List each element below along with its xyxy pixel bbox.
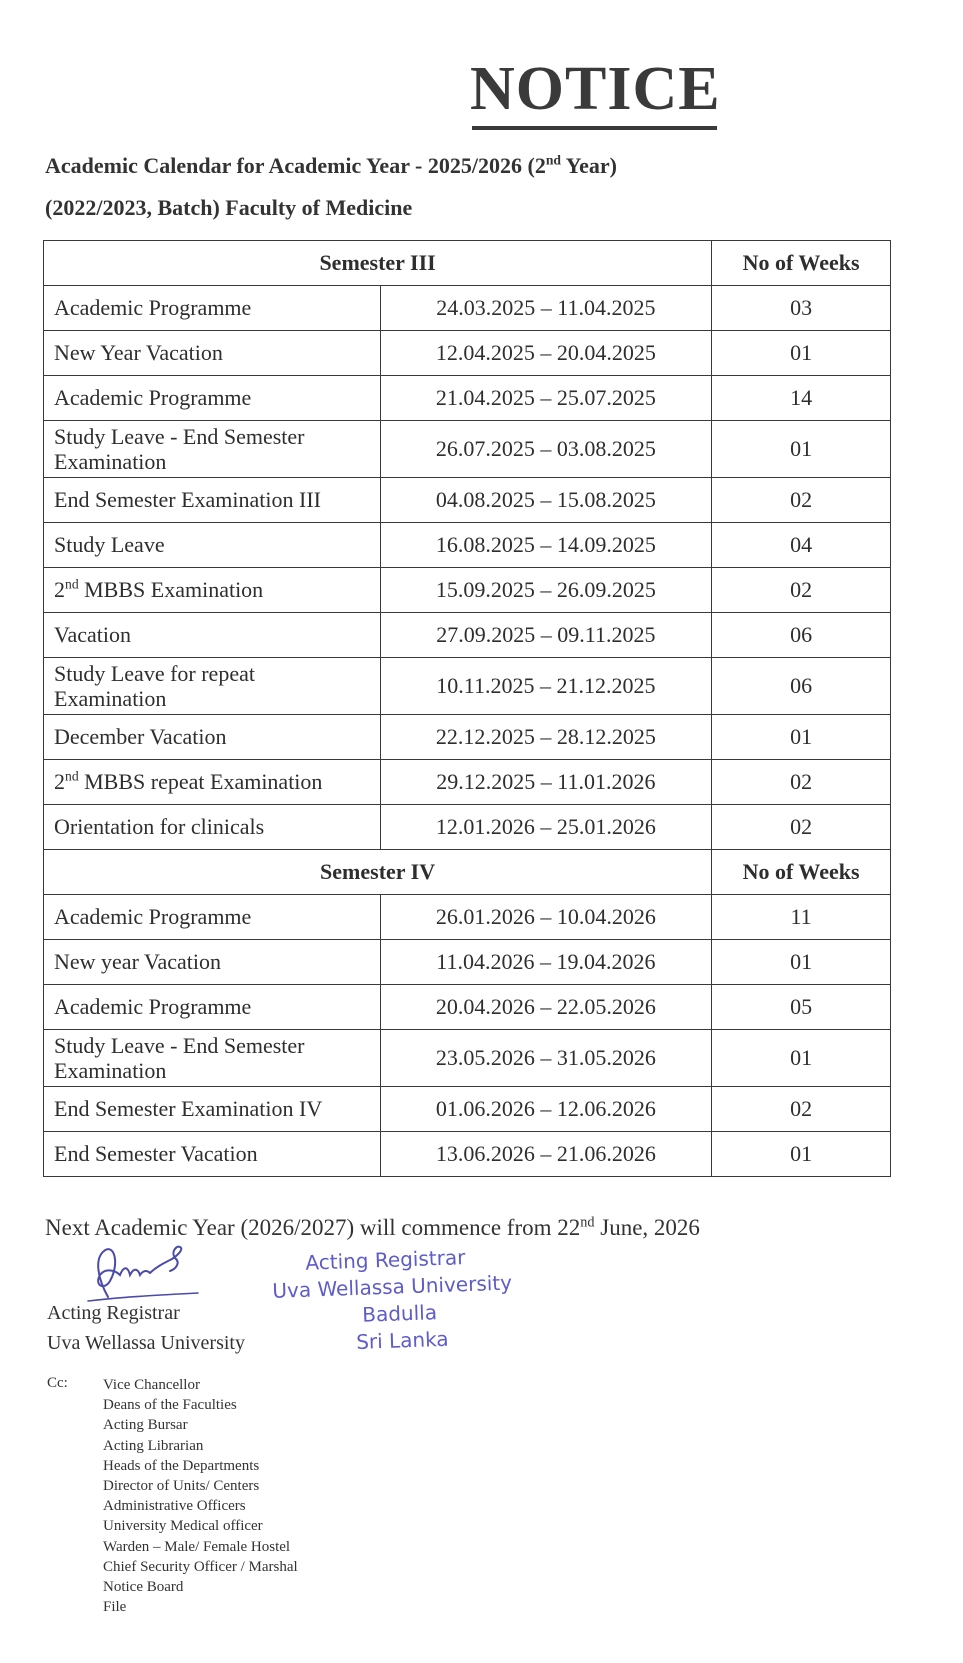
cc-recipient: Chief Security Officer / Marshal (103, 1558, 298, 1575)
activity-cell: Study Leave - End Semester Examination (44, 421, 381, 478)
handwritten-signature (80, 1245, 205, 1303)
activity-cell: December Vacation (44, 715, 381, 760)
activity-cell: Study Leave for repeat Examination (44, 658, 381, 715)
table-row (44, 1087, 891, 1132)
stamp-line: Sri Lanka (355, 1326, 449, 1354)
activity-cell: New year Vacation (44, 940, 381, 985)
calendar-heading: Academic Calendar for Academic Year - 2025/2026 (2nd Year) (45, 152, 617, 178)
cc-recipient: Notice Board (103, 1579, 184, 1596)
title-underline (472, 126, 717, 130)
date-range-cell: 21.04.2025 – 25.07.2025 (380, 376, 712, 421)
weeks-cell: 05 (712, 985, 891, 1030)
date-range-cell: 22.12.2025 – 28.12.2025 (380, 715, 712, 760)
cc-recipient: Vice Chancellor (103, 1377, 200, 1393)
stamp-line: Badulla (361, 1300, 438, 1327)
date-range-cell: 11.04.2026 – 19.04.2026 (380, 940, 712, 985)
table-row (44, 985, 891, 1030)
semester-header-row (44, 241, 891, 286)
weeks-cell: 01 (712, 421, 891, 478)
date-range-cell: 27.09.2025 – 09.11.2025 (380, 613, 712, 658)
date-range-cell: 15.09.2025 – 26.09.2025 (380, 568, 712, 613)
activity-cell: Academic Programme (44, 985, 381, 1030)
activity-cell: Study Leave (44, 523, 381, 568)
weeks-cell: 01 (712, 940, 891, 985)
weeks-cell: 06 (712, 658, 891, 715)
cc-recipient: Acting Librarian (103, 1437, 204, 1454)
weeks-cell: 01 (712, 1132, 891, 1177)
academic-calendar-table (43, 240, 891, 1177)
weeks-cell: 06 (712, 613, 891, 658)
activity-cell: End Semester Examination III (44, 478, 381, 523)
weeks-cell: 11 (712, 895, 891, 940)
weeks-cell: 03 (712, 286, 891, 331)
weeks-cell: 02 (712, 478, 891, 523)
date-range-cell: 01.06.2026 – 12.06.2026 (380, 1087, 712, 1132)
stamp-line: Uva Wellassa University (271, 1270, 513, 1303)
cc-recipient: Acting Bursar (103, 1417, 188, 1434)
semester-header-row (44, 850, 891, 895)
activity-cell: Study Leave - End Semester Examination (44, 1030, 381, 1087)
weeks-column-header: No of Weeks (712, 241, 891, 286)
weeks-cell: 04 (712, 523, 891, 568)
weeks-cell: 01 (712, 715, 891, 760)
cc-recipient: Director of Units/ Centers (103, 1478, 260, 1495)
activity-cell: 2nd MBBS repeat Examination (44, 760, 381, 805)
activity-cell: 2nd MBBS Examination (44, 568, 381, 613)
activity-cell: End Semester Examination IV (44, 1087, 381, 1132)
table-row (44, 760, 891, 805)
date-range-cell: 16.08.2025 – 14.09.2025 (380, 523, 712, 568)
activity-cell: Orientation for clinicals (44, 805, 381, 850)
table-row (44, 331, 891, 376)
semester-label: Semester III (44, 241, 712, 286)
registrar-stamp (268, 1242, 542, 1359)
table-row (44, 613, 891, 658)
table-row (44, 658, 891, 715)
weeks-column-header: No of Weeks (712, 850, 891, 895)
cc-recipient-list (103, 1375, 298, 1617)
next-academic-year-note: Next Academic Year (2026/2027) will commence from 22nd June, 2026 (45, 1214, 700, 1240)
date-range-cell: 04.08.2025 – 15.08.2025 (380, 478, 712, 523)
activity-cell: Academic Programme (44, 376, 381, 421)
weeks-cell: 01 (712, 1030, 891, 1087)
cc-recipient: Heads of the Departments (103, 1457, 260, 1474)
cc-recipient: Administrative Officers (103, 1498, 246, 1515)
table-row (44, 421, 891, 478)
weeks-cell: 02 (712, 760, 891, 805)
cc-label: Cc: (47, 1375, 68, 1391)
activity-cell: Vacation (44, 613, 381, 658)
table-row (44, 895, 891, 940)
table-row (44, 523, 891, 568)
notice-title: NOTICE (470, 55, 721, 123)
cc-recipient: Warden – Male/ Female Hostel (103, 1538, 291, 1555)
weeks-cell: 02 (712, 568, 891, 613)
activity-cell: End Semester Vacation (44, 1132, 381, 1177)
date-range-cell: 12.04.2025 – 20.04.2025 (380, 331, 712, 376)
weeks-cell: 01 (712, 331, 891, 376)
table-row (44, 478, 891, 523)
batch-heading: (2022/2023, Batch) Faculty of Medicine (45, 195, 413, 220)
signatory-title: Acting Registrar (47, 1302, 180, 1324)
activity-cell: Academic Programme (44, 286, 381, 331)
table-row (44, 1030, 891, 1087)
weeks-cell: 02 (712, 1087, 891, 1132)
stamp-line: Acting Registrar (305, 1245, 466, 1275)
semester-label: Semester IV (44, 850, 712, 895)
date-range-cell: 26.07.2025 – 03.08.2025 (380, 421, 712, 478)
weeks-cell: 02 (712, 805, 891, 850)
table-row (44, 805, 891, 850)
table-row (44, 715, 891, 760)
table-row (44, 1132, 891, 1177)
table-row (44, 940, 891, 985)
date-range-cell: 13.06.2026 – 21.06.2026 (380, 1132, 712, 1177)
cc-recipient: Deans of the Faculties (103, 1397, 237, 1414)
date-range-cell: 10.11.2025 – 21.12.2025 (380, 658, 712, 715)
cc-recipient: File (103, 1599, 127, 1616)
table-row (44, 376, 891, 421)
table-row (44, 568, 891, 613)
table-row (44, 286, 891, 331)
date-range-cell: 26.01.2026 – 10.04.2026 (380, 895, 712, 940)
activity-cell: Academic Programme (44, 895, 381, 940)
date-range-cell: 12.01.2026 – 25.01.2026 (380, 805, 712, 850)
date-range-cell: 23.05.2026 – 31.05.2026 (380, 1030, 712, 1087)
date-range-cell: 29.12.2025 – 11.01.2026 (380, 760, 712, 805)
weeks-cell: 14 (712, 376, 891, 421)
activity-cell: New Year Vacation (44, 331, 381, 376)
date-range-cell: 24.03.2025 – 11.04.2025 (380, 286, 712, 331)
cc-recipient: University Medical officer (103, 1518, 263, 1535)
date-range-cell: 20.04.2026 – 22.05.2026 (380, 985, 712, 1030)
signatory-organization: Uva Wellassa University (47, 1332, 245, 1354)
